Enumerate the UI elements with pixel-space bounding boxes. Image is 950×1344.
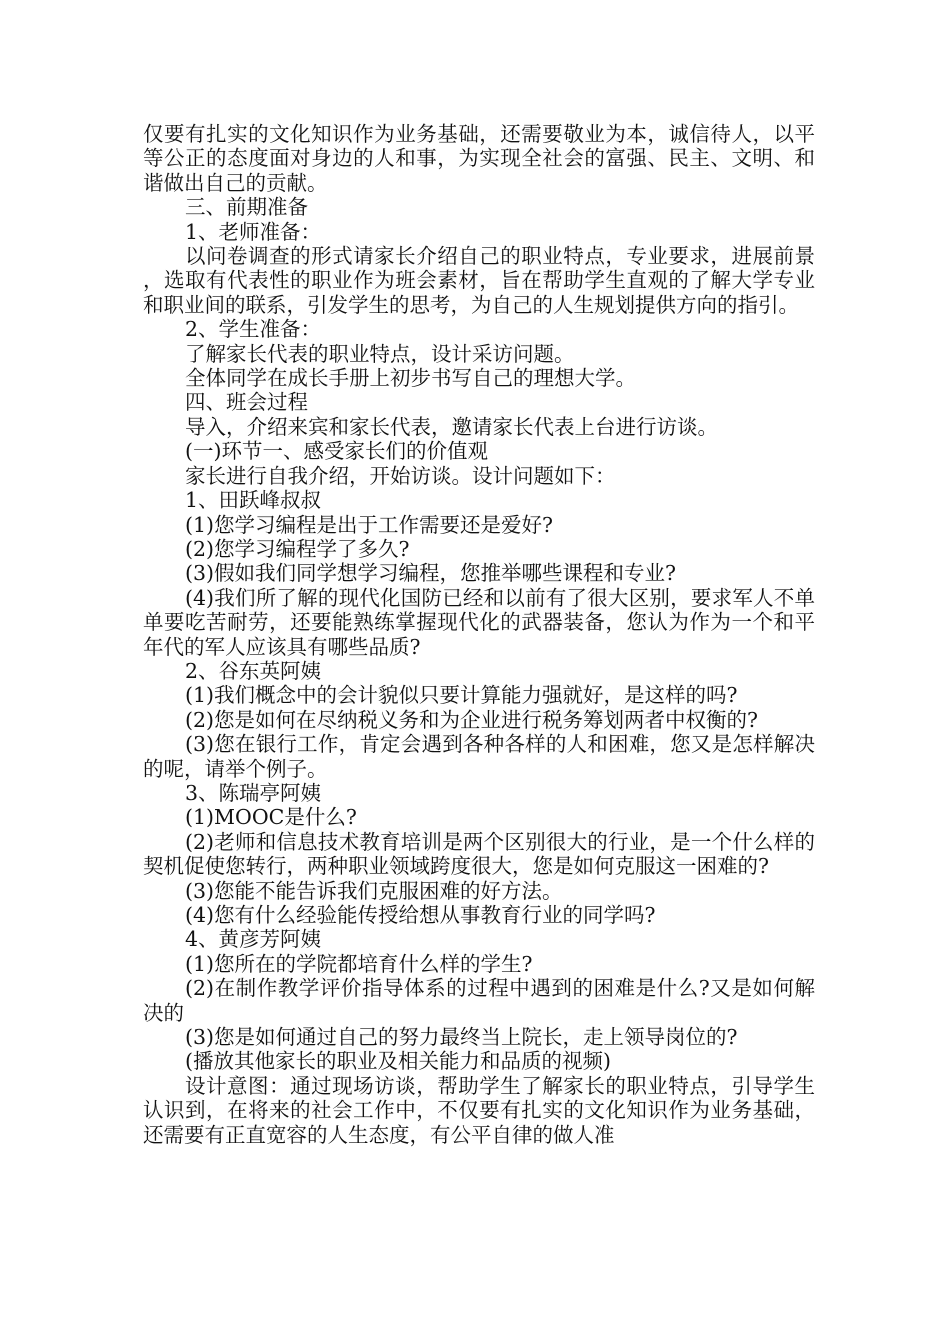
- paragraph: 导入，介绍来宾和家长代表，邀请家长代表上台进行访谈。: [185, 414, 718, 439]
- paragraph: (一)环节一、感受家长们的价值观: [185, 439, 488, 464]
- paragraph: 家长进行自我介绍，开始访谈。设计问题如下：: [185, 463, 616, 488]
- paragraph: 了解家长代表的职业特点，设计采访问题。: [185, 341, 575, 366]
- paragraph: (3)假如我们同学想学习编程，您推举哪些课程和专业?: [185, 561, 677, 586]
- paragraph: 2、学生准备：: [185, 317, 322, 342]
- paragraph: (3)您是如何通过自己的努力最终当上院长，走上领导岗位的?: [185, 1025, 738, 1050]
- paragraph: 1、老师准备：: [185, 219, 322, 244]
- paragraph: 以问卷调查的形式请家长介绍自己的职业特点，专业要求，进展前景，选取有代表性的职业作为班会素材，旨在帮助学生直观的了解大学专业和职业间的联系，引发学生的思考，为自己的人生规划提供方向的指引。: [143, 244, 815, 317]
- paragraph: 1、田跃峰叔叔: [185, 488, 322, 513]
- paragraph: (4)您有什么经验能传授给想从事教育行业的同学吗?: [185, 903, 656, 927]
- paragraph: (2)在制作教学评价指导体系的过程中遇到的困难是什么?又是如何解决的: [143, 976, 815, 1025]
- paragraph: (2)老师和信息技术教育培训是两个区别很大的行业，是一个什么样的契机促使您转行，两种职业领域跨度很大，您是如何克服这一困难的?: [143, 829, 815, 879]
- paragraph: 4、黄彦芳阿姨: [185, 927, 322, 952]
- paragraph: 全体同学在成长手册上初步书写自己的理想大学。: [185, 366, 636, 391]
- paragraph: (3)您在银行工作，肯定会遇到各种各样的人和困难，您又是怎样解决的呢，请举个例子。: [143, 732, 815, 781]
- paragraph: 四、班会过程: [185, 390, 308, 415]
- paragraph: 3、陈瑞亭阿姨: [185, 780, 322, 805]
- paragraph: (1)我们概念中的会计貌似只要计算能力强就好，是这样的吗?: [185, 683, 738, 708]
- paragraph: (4)我们所了解的现代化国防已经和以前有了很大区别，要求军人不单单要吃苦耐劳，还要能熟练掌握现代化的武器装备，您认为作为一个和平年代的军人应该具有哪些品质?: [143, 585, 815, 659]
- paragraph: (2)您学习编程学了多久?: [185, 536, 410, 561]
- paragraph: (3)您能不能告诉我们克服困难的好方法。: [185, 878, 563, 903]
- paragraph: (2)您是如何在尽纳税义务和为企业进行税务筹划两者中权衡的?: [185, 707, 759, 732]
- paragraph: 设计意图：通过现场访谈，帮助学生了解家长的职业特点，引导学生认识到，在将来的社会工作中，不仅要有扎实的文化知识作为业务基础，还需要有正直宽容的人生态度，有公平自律的做人准: [143, 1073, 815, 1147]
- paragraph: (播放其他家长的职业及相关能力和品质的视频): [185, 1049, 611, 1074]
- paragraph: (1)MOOC是什么?: [185, 805, 357, 830]
- paragraph: (1)您学习编程是出于工作需要还是爱好?: [185, 512, 554, 537]
- paragraph: 仅要有扎实的文化知识作为业务基础，还需要敬业为本，诚信待人，以平等公正的态度面对身边的人和事，为实现全社会的富强、民主、文明、和谐做出自己的贡献。: [143, 122, 815, 195]
- paragraph: (1)您所在的学院都培育什么样的学生?: [185, 951, 533, 976]
- paragraph: 2、谷东英阿姨: [185, 658, 322, 683]
- document-body: [143, 122, 815, 1147]
- paragraph: 三、前期准备: [185, 195, 308, 220]
